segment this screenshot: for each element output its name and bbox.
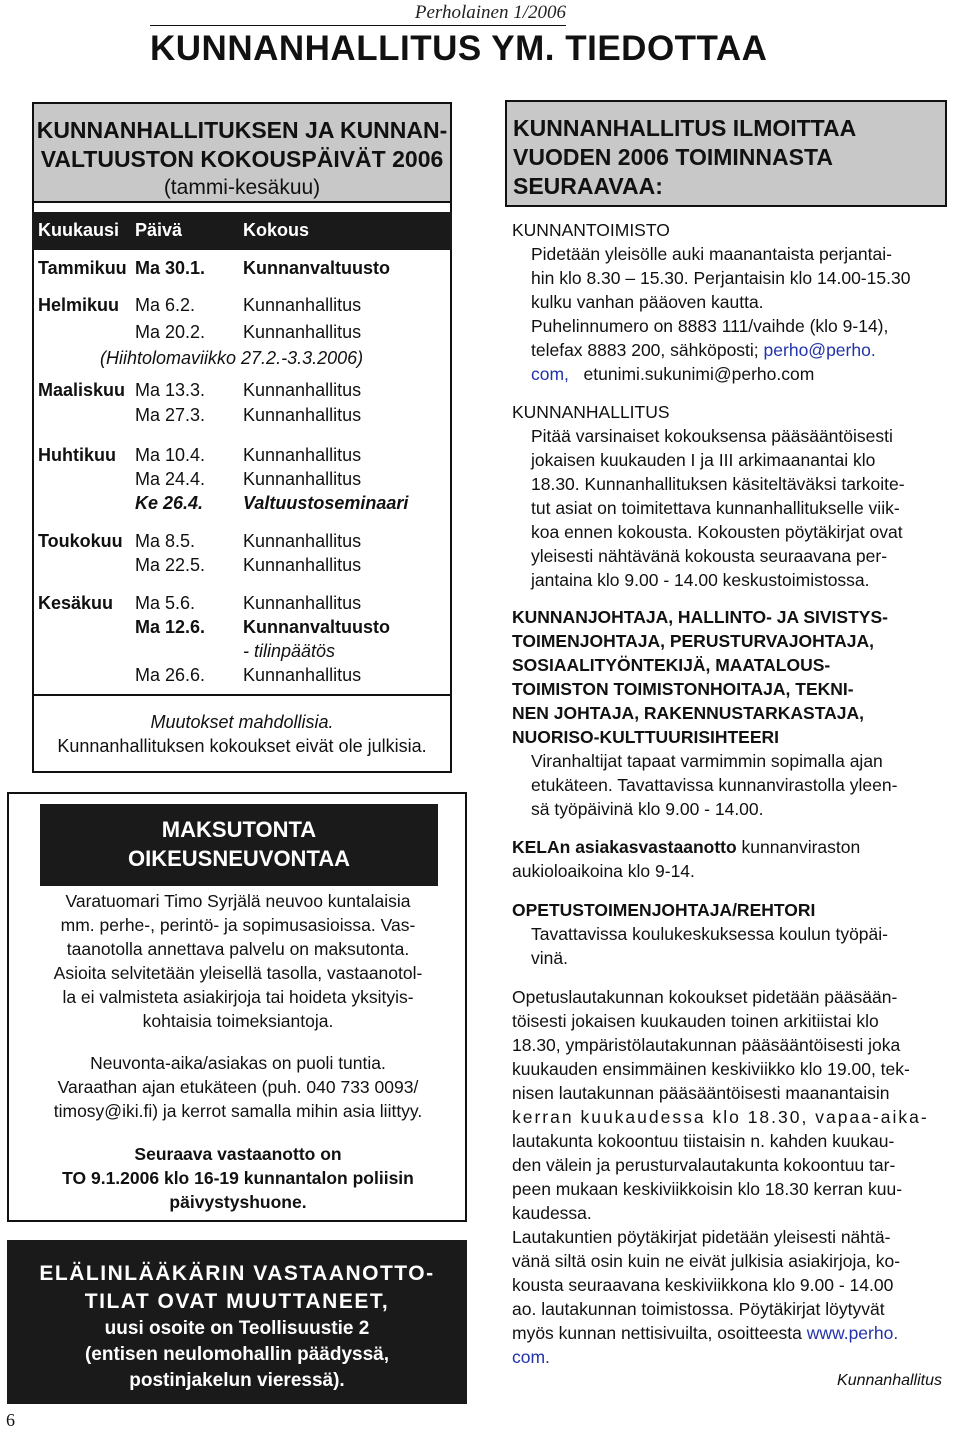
text-line: telefax 8883 200, sähköposti; [531,340,759,360]
schedule-title-line1: KUNNANHALLITUKSEN JA KUNNAN- [36,117,448,143]
section-heading-officials [512,605,888,749]
text-line: Viranhaltijat tapaat varmimmin sopimalla ajan [531,751,883,771]
committees-paragraph [512,985,944,1369]
text-line: 18.30. Kunnanhallituksen käsiteltäväksi tarkoite- [531,474,905,494]
vet-text: uusi osoite on Teollisuustie 2 [104,1318,370,1339]
announcements-title: SEURAAVAA: [513,173,663,199]
text-line: aukioloaikoina klo 9-14. [512,861,695,881]
table-row-meeting: Kunnanhallitus [243,593,362,613]
section-heading-office: KUNNANTOIMISTO [512,220,670,240]
table-row-meeting: Kunnanvaltuusto [243,258,390,278]
text-line: koa ennen kokousta. Kokousten pöytäkirjat ovat [531,522,903,542]
text-line: kunnanviraston [741,837,861,857]
legal-advice-title [40,804,438,886]
text-line: KUNNANJOHTAJA, HALLINTO- JA SIVISTYS- [512,607,888,627]
text-line: Puhelinnumero on 8883 111/vaihde (klo 9-14), [531,316,889,336]
text-line: kuukauden ensimmäinen keskiviikko klo 19.00, tek- [512,1059,910,1079]
table-row-meeting: Valtuustoseminaari [243,493,409,513]
table-row-meeting: Kunnanhallitus [243,531,362,551]
table-row-month: Maaliskuu [38,380,126,400]
table-row-day: Ke 26.4. [135,493,204,513]
section-heading-education: OPETUSTOIMENJOHTAJA/REHTORI [512,900,816,920]
table-row-meeting: Kunnanhallitus [243,405,362,425]
text-line: ao. lautakunnan toimistossa. Pöytäkirjat löytyvät [512,1299,885,1319]
table-row-meeting: Kunnanhallitus [243,295,362,315]
text-line: kerran kuukaudessa klo 18.30, vapaa-aika- [512,1107,929,1127]
website-link[interactable]: com. [512,1347,550,1367]
table-row-day: Ma 12.6. [135,617,206,637]
table-row-day: Ma 27.3. [135,405,206,425]
legal-title-line: MAKSUTONTA [161,817,317,842]
legal-advice-next [24,1142,452,1214]
schedule-title-line2: VALTUUSTON KOKOUSPÄIVÄT 2006 [40,146,444,172]
announcements-title: KUNNANHALLITUS ILMOITTAA [513,115,857,141]
page-title: KUNNANHALLITUS YM. TIEDOTTAA [150,29,768,68]
table-row-day: Ma 30.1. [135,258,206,278]
legal-advice-paragraph [24,889,452,1033]
schedule-header [32,102,452,203]
text-line: kulku vanhan pääoven kautta. [531,292,764,312]
section-heading-board: KUNNANHALLITUS [512,402,670,422]
table-row-note: (Hiihtolomaviikko 27.2.-3.3.2006) [100,348,364,368]
table-row-day: Ma 13.3. [135,380,206,400]
schedule-note: Kunnanhallituksen kokoukset eivät ole julkisia. [57,736,427,756]
text-line: lautakunta kokoontuu tiistaisin n. kahden kuukau- [512,1131,895,1151]
text-line: Asioita selvitetään yleisellä tasolla, vastaanotol- [53,963,423,983]
text-line: etukäteen. Tavattavissa kunnanvirastolla yleen- [531,775,898,795]
email-link[interactable]: perho@perho. [763,340,876,360]
text-line: den välein ja perusturvalautakunta kokoontuu tar- [512,1155,896,1175]
table-row-meeting: Kunnanvaltuusto [243,617,390,637]
legal-advice-paragraph [24,1051,452,1123]
text-line: myös kunnan nettisivuilta, osoitteesta [512,1323,802,1343]
text-line: Tavattavissa koulukeskuksessa koulun työpäi- [531,924,888,944]
text-line: kohtaisia toimeksiantoja. [142,1011,334,1031]
publication-label: Perholainen 1/2006 [414,2,566,23]
email-tail: etunimi.sukunimi@perho.com [583,364,815,384]
text-line: mm. perhe-, perintö- ja sopimusasioissa. Vas- [60,915,416,935]
table-row-month: Huhtikuu [38,445,116,465]
table-row-month: Kesäkuu [38,593,114,613]
table-row-day: Ma 24.4. [135,469,206,489]
website-link[interactable]: www.perho. [806,1323,899,1343]
announcements-title: VUODEN 2006 TOIMINNASTA [513,144,833,170]
text-line: kaudessa. [512,1203,592,1223]
text-line: la ei valmisteta asiakirjoja tai hoideta yksityis- [62,987,414,1007]
header-divider [150,25,566,26]
text-line: vänä siltä osin kuin ne eivät julkisia asiakirjoja, ko- [512,1251,901,1271]
schedule-note: Muutokset mahdollisia. [150,712,334,732]
table-row-meeting: Kunnanhallitus [243,665,362,685]
text-line: hin klo 8.30 – 15.30. Perjantaisin klo 14.00-15.30 [531,268,911,288]
table-row-meeting: Kunnanhallitus [243,469,362,489]
text-line: TO 9.1.2006 klo 16-19 kunnantalon poliisin [62,1168,414,1188]
table-row-day: Ma 22.5. [135,555,206,575]
vet-text: (entisen neulomohallin päädyssä, [84,1344,390,1365]
table-row-day: Ma 10.4. [135,445,206,465]
text-line: Pidetään yleisölle auki maanantaista perjantai- [531,244,892,264]
text-line: päivystyshuone. [169,1192,307,1212]
text-line: TOIMENJOHTAJA, PERUSTURVAJOHTAJA, [512,631,875,651]
kela-heading: KELAn asiakasvastaanotto [512,837,737,857]
text-line: SOSIAALITYÖNTEKIJÄ, MAATALOUS- [512,655,831,675]
text-line: TOIMISTON TOIMISTONHOITAJA, TEKNI- [512,679,854,699]
table-row-meeting: - tilinpäätös [243,641,336,661]
vet-title: TILAT OVAT MUUTTANEET, [84,1290,390,1313]
table-row-meeting: Kunnanhallitus [243,555,362,575]
text-line: töisesti jokaisen kuukauden toinen arkitiistai klo [512,1011,879,1031]
table-row-day: Ma 8.5. [135,531,196,551]
text-line: Neuvonta-aika/asiakas on puoli tuntia. [90,1053,386,1073]
table-row-meeting: Kunnanhallitus [243,380,362,400]
legal-title-line: OIKEUSNEUVONTAA [127,846,351,871]
announcements-header [505,100,947,207]
col-meeting: Kokous [243,220,310,240]
email-link[interactable]: com, [531,364,569,384]
office-paragraph [531,242,943,386]
schedule-column-headers [32,212,452,250]
board-paragraph [531,424,943,592]
text-line: jantaina klo 9.00 - 14.00 keskustoimistossa. [531,570,870,590]
text-line: Seuraava vastaanotto on [134,1144,342,1164]
signature: Kunnanhallitus [837,1372,942,1389]
text-line: kousta seuraavana keskiviikkona klo 9.00 - 14.00 [512,1275,894,1295]
text-line: timosy@iki.fi) ja kerrot samalla mihin asia liittyy. [53,1101,423,1121]
text-line: taanotolla annettava palvelu on maksutonta. [66,939,410,959]
table-row-month: Toukokuu [38,531,123,551]
table-row-month: Tammikuu [38,258,127,278]
vet-title: ELÄLINLÄÄKÄRIN VASTAANOTTO- [39,1262,435,1285]
text-line: nisen lautakunnan pääsääntöisesti maanantaisin [512,1083,890,1103]
text-line: Opetuslautakunnan kokoukset pidetään pääsään- [512,987,898,1007]
text-line: 18.30, ympäristölautakunnan pääsääntöisesti joka [512,1035,901,1055]
table-row-day: Ma 20.2. [135,322,206,342]
text-line: peen mukaan keskiviikkoisin klo 18.30 kerran kuu- [512,1179,903,1199]
table-row-day: Ma 5.6. [135,593,196,613]
education-paragraph [531,922,943,970]
text-line: Varatuomari Timo Syrjälä neuvoo kuntalaisia [65,891,411,911]
text-line: NEN JOHTAJA, RAKENNUSTARKASTAJA, [512,703,864,723]
text-line: Varaathan ajan etukäteen (puh. 040 733 0093/ [57,1077,419,1097]
text-line: tut asiat on toimitettava kunnanhallitukselle viik- [531,498,900,518]
officials-paragraph [531,749,943,821]
text-line: sä työpäivinä klo 9.00 - 14.00. [531,799,764,819]
vet-text: postinjakelun vieressä). [129,1370,345,1391]
col-month: Kuukausi [38,220,120,240]
vet-notice-box [7,1240,467,1404]
text-line: jokaisen kuukauden I ja III arkimaanantai klo [531,450,876,470]
kela-paragraph [512,835,944,883]
table-row-month: Helmikuu [38,295,120,315]
text-line: NUORISO-KULTTUURISIHTEERI [512,727,780,747]
text-line: vinä. [531,948,568,968]
text-line: Lautakuntien pöytäkirjat pidetään yleisesti nähtä- [512,1227,891,1247]
text-line: Pitää varsinaiset kokouksensa pääsääntöisesti [531,426,893,446]
table-row-meeting: Kunnanhallitus [243,322,362,342]
col-day: Päivä [135,220,183,240]
page-number: 6 [6,1410,15,1430]
schedule-subtitle: (tammi-kesäkuu) [163,176,321,199]
table-row-day: Ma 6.2. [135,295,196,315]
text-line: yleisesti nähtävänä kokousta seuraavana per- [531,546,888,566]
table-row-meeting: Kunnanhallitus [243,445,362,465]
table-row-day: Ma 26.6. [135,665,206,685]
